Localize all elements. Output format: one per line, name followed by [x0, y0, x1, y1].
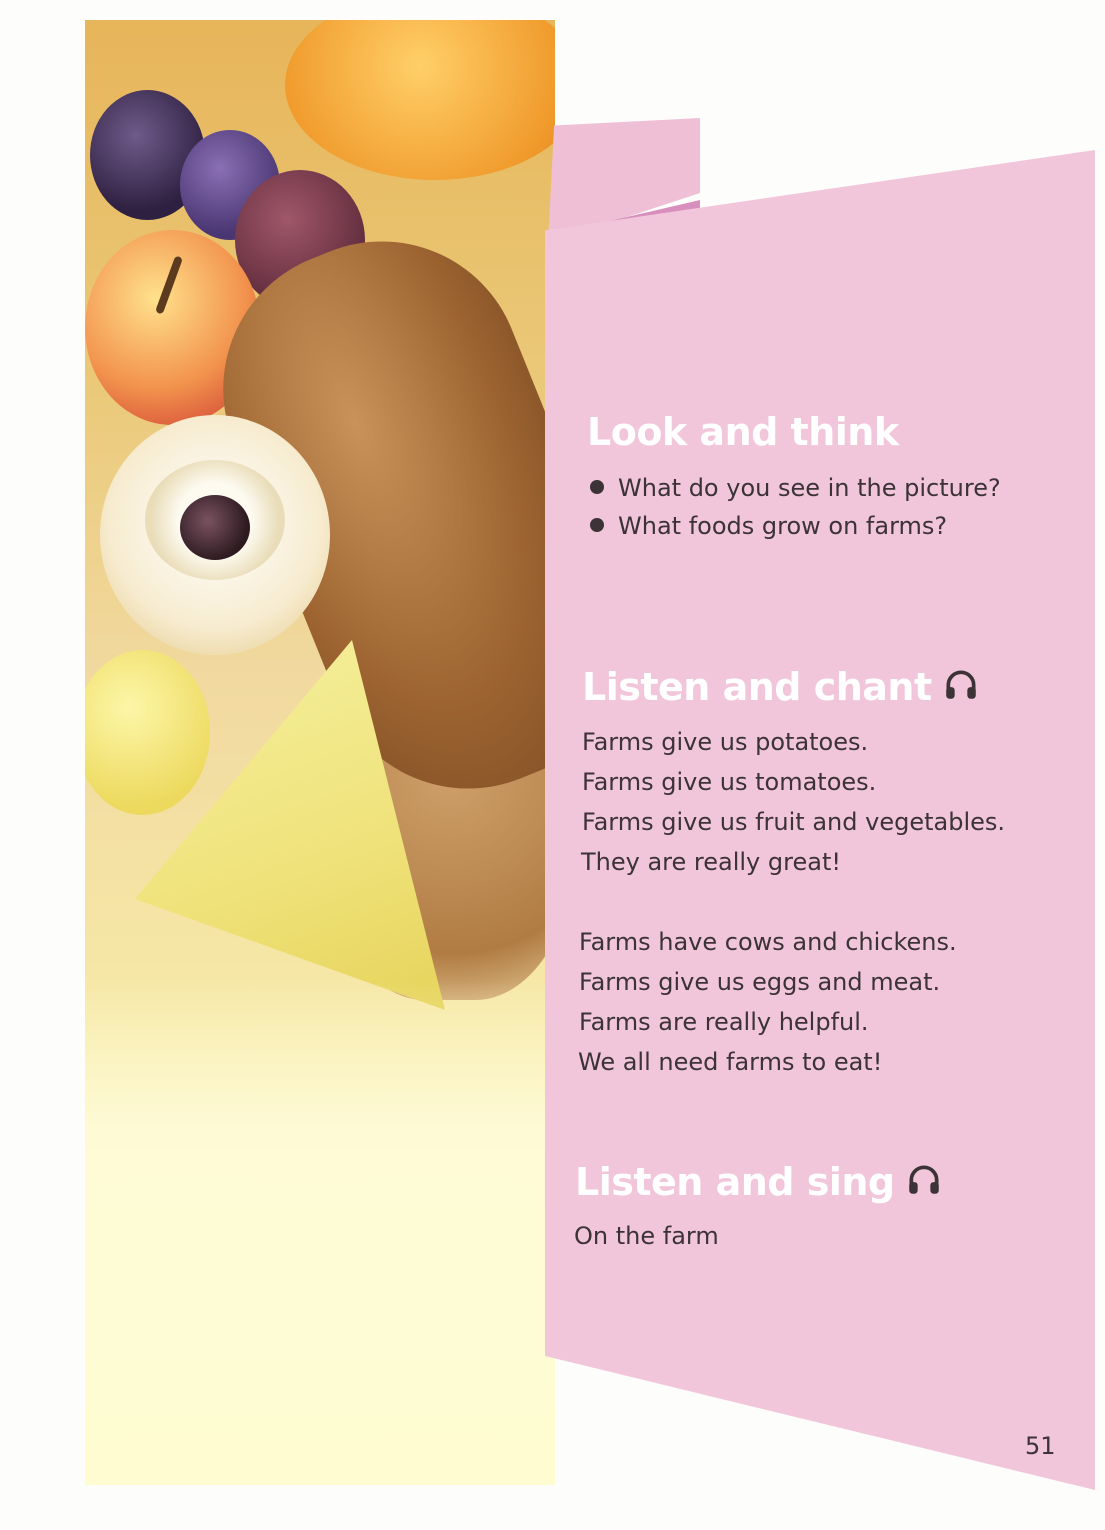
chant-line: Farms give us fruit and vegetables.: [582, 808, 1006, 836]
bullet-item: [590, 512, 947, 540]
chant-line: Farms have cows and chickens.: [579, 928, 957, 956]
bullet-text: What foods grow on farms?: [618, 512, 948, 540]
listen-and-chant-heading: [582, 665, 980, 713]
bullet-text: What do you see in the picture?: [618, 474, 1001, 502]
chant-line: Farms give us eggs and meat.: [579, 968, 941, 996]
chant-line: We all need farms to eat!: [578, 1048, 883, 1076]
bullet-icon: [590, 480, 604, 494]
look-and-think-heading: Look and think: [587, 410, 899, 454]
heading-text: Listen and sing: [575, 1160, 895, 1204]
chant-line: They are really great!: [581, 848, 841, 876]
listen-and-sing-heading: [575, 1160, 943, 1208]
song-title: On the farm: [574, 1222, 719, 1250]
chant-line: Farms give us potatoes.: [582, 728, 869, 756]
bullet-icon: [590, 518, 604, 532]
heading-text: Listen and chant: [582, 665, 932, 709]
bullet-item: [590, 474, 1001, 502]
chant-line: Farms give us tomatoes.: [582, 768, 877, 796]
chant-line: Farms are really helpful.: [579, 1008, 869, 1036]
page-number: 51: [1025, 1432, 1056, 1460]
headphones-icon[interactable]: [905, 1161, 943, 1208]
headphones-icon[interactable]: [942, 666, 980, 713]
